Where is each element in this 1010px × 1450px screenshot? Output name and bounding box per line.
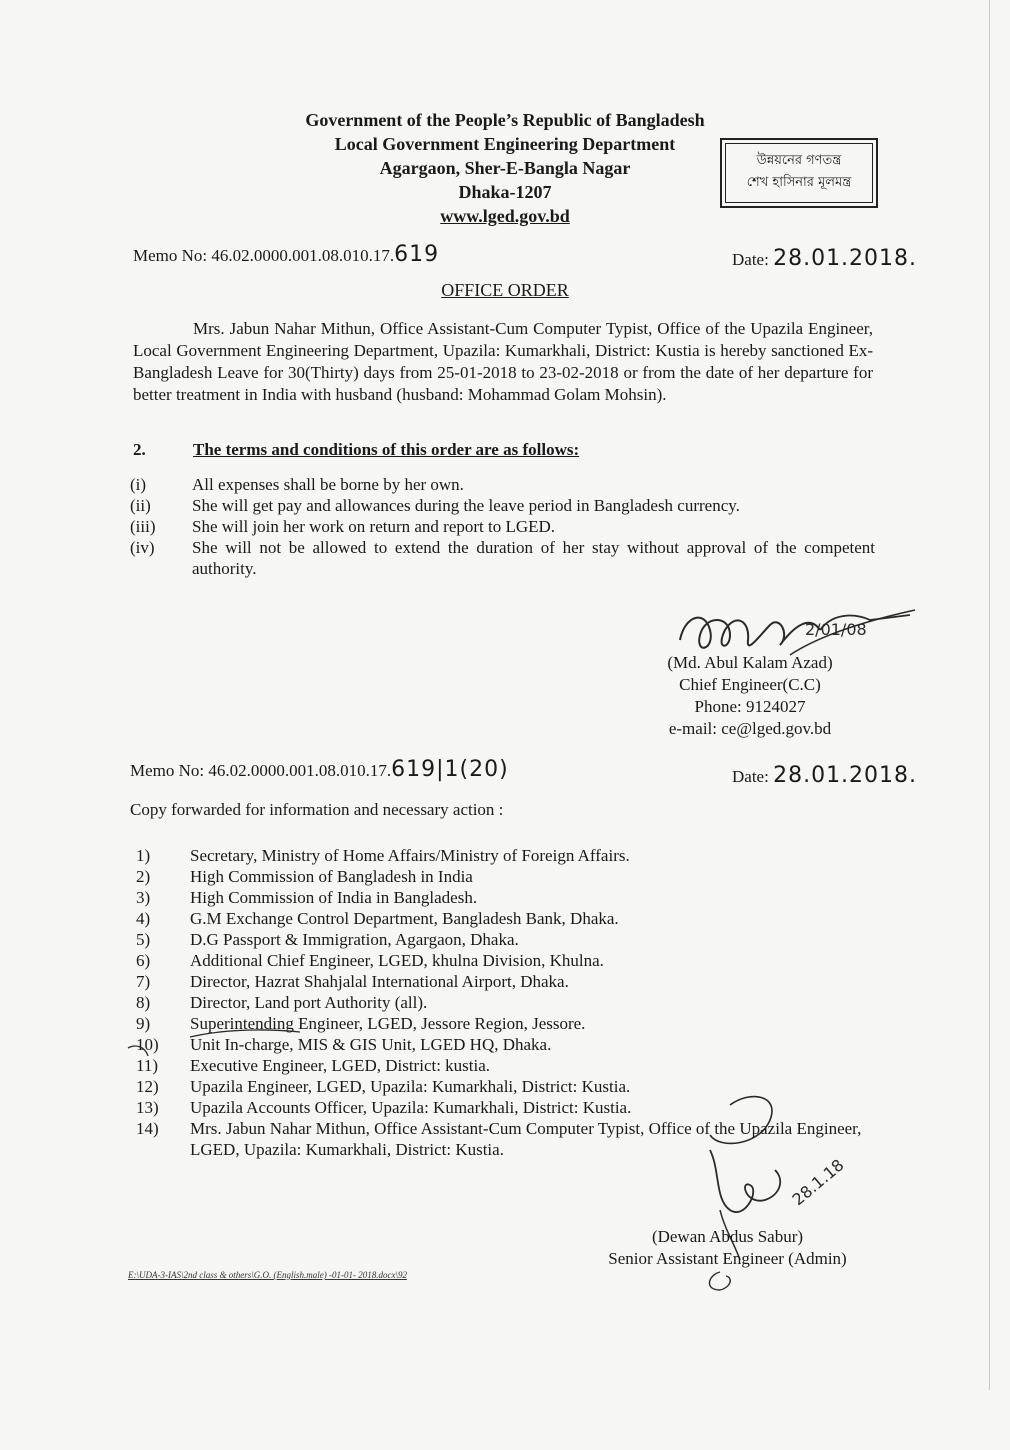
item-text: She will get pay and allowances during the leave period in Bangladesh currency. — [192, 496, 740, 515]
item-number: 1) — [136, 846, 151, 865]
letterhead-line-address: Agargaon, Sher-E-Bangla Nagar — [379, 158, 631, 178]
letterhead — [250, 108, 760, 228]
item-text: High Commission of Bangladesh in India — [190, 867, 473, 886]
item-number: 10) — [136, 1035, 159, 1054]
terms-list — [130, 474, 875, 579]
svg-text:28.1.18: 28.1.18 — [788, 1155, 848, 1210]
terms-heading — [133, 440, 579, 460]
signatory-designation: Senior Assistant Engineer (Admin) — [608, 1249, 847, 1268]
list-item — [120, 929, 880, 950]
item-text: She will join her work on return and report to LGED. — [192, 517, 556, 536]
item-text: Upazila Engineer, LGED, Upazila: Kumarkhali, District: Kustia. — [190, 1077, 631, 1096]
item-text: Director, Land port Authority (all). — [190, 993, 428, 1012]
svg-text:2/01/08: 2/01/08 — [805, 620, 867, 639]
terms-number: 2. — [133, 440, 146, 459]
signatory-name: (Md. Abul Kalam Azad) — [667, 653, 833, 672]
slogan-box — [720, 138, 878, 208]
item-text: Director, Hazrat Shahjalal International Airport, Dhaka. — [190, 972, 569, 991]
scan-edge-line — [989, 0, 990, 1390]
memo-date-2 — [732, 763, 917, 788]
slogan-line-1: উন্নয়নের গণতন্ত্র — [756, 153, 842, 168]
item-text: All expenses shall be borne by her own. — [192, 475, 464, 494]
memo-handwritten-number: 619 — [394, 242, 440, 267]
memo-number-1 — [133, 242, 439, 267]
body-paragraph: Mrs. Jabun Nahar Mithun, Office Assistant-Cum Computer Typist, Office of the Upazila Engineer, Local Government Engineering Department, Upazila: Kumarkhali, District: Kustia is hereby sanctioned Ex-Bangladesh Leave for 30(Thirty) days from 25-01-2018 to 23-02-2018 or from the date of her departure for better treatment in India with husband (husband: Mohammad Golam Mohsin). — [133, 319, 873, 404]
item-text: High Commission of India in Bangladesh. — [190, 888, 478, 907]
memo-number-2 — [130, 757, 509, 782]
item-text: Mrs. Jabun Nahar Mithun, Office Assistant-Cum Computer Typist, Office of the Upazila Engineer, LGED, Upazila: Kumarkhali, District: Kustia. — [190, 1119, 862, 1159]
document-title: OFFICE ORDER — [441, 280, 569, 300]
terms-heading-text: The terms and conditions of this order are as follows: — [193, 440, 580, 459]
item-number: 14) — [136, 1119, 159, 1138]
item-number: 13) — [136, 1098, 159, 1117]
slogan-line-2: শেখ হাসিনার মূলমন্ত্র — [746, 175, 852, 190]
item-text: Superintending Engineer, LGED, Jessore Region, Jessore. — [190, 1014, 586, 1033]
date-label: Date: — [732, 250, 769, 269]
signatory-senior-assistant-engineer — [585, 1226, 870, 1270]
item-text: Unit In-charge, MIS & GIS Unit, LGED HQ, Dhaka. — [190, 1035, 552, 1054]
copy-forwarded-text: Copy forwarded for information and necessary action : — [130, 800, 504, 819]
item-number: 3) — [136, 888, 151, 907]
memo-label: Memo No: 46.02.0000.001.08.010.17. — [133, 246, 395, 265]
signatory-designation: Chief Engineer(C.C) — [679, 675, 821, 694]
letterhead-line-department: Local Government Engineering Department — [334, 134, 676, 154]
signatory-chief-engineer — [650, 652, 850, 740]
item-number: 5) — [136, 930, 151, 949]
letterhead-line-city: Dhaka-1207 — [458, 182, 552, 202]
item-number: (i) — [130, 475, 147, 494]
list-item — [120, 908, 880, 929]
letterhead-url[interactable]: www.lged.gov.bd — [440, 206, 570, 226]
item-number: 9) — [136, 1014, 151, 1033]
item-number: 2) — [136, 867, 151, 886]
list-item — [120, 845, 880, 866]
letterhead-line-government: Government of the People’s Republic of Bangladesh — [305, 110, 705, 130]
item-text: Executive Engineer, LGED, District: kustia. — [190, 1056, 491, 1075]
list-item — [120, 950, 880, 971]
date-label: Date: — [732, 767, 769, 786]
item-text: Upazila Accounts Officer, Upazila: Kumarkhali, District: Kustia. — [190, 1098, 632, 1117]
memo-handwritten-number: 619|1(20) — [391, 757, 509, 782]
item-number: 8) — [136, 993, 151, 1012]
list-item — [120, 866, 880, 887]
item-number: 11) — [136, 1056, 159, 1075]
memo-label: Memo No: 46.02.0000.001.08.010.17. — [130, 761, 392, 780]
date-handwritten: 28.01.2018. — [773, 763, 918, 788]
list-item — [120, 992, 880, 1013]
item-number: 7) — [136, 972, 151, 991]
item-text: Secretary, Ministry of Home Affairs/Ministry of Foreign Affairs. — [190, 846, 630, 865]
list-item — [130, 537, 875, 579]
list-item — [120, 971, 880, 992]
pen-strike-marks — [120, 1020, 310, 1065]
date-handwritten: 28.01.2018. — [773, 246, 918, 271]
memo-date-1 — [732, 246, 917, 271]
item-number: (iii) — [130, 517, 156, 536]
item-number: 6) — [136, 951, 151, 970]
item-number: 4) — [136, 909, 151, 928]
list-item — [130, 474, 875, 495]
item-number: (ii) — [130, 496, 151, 515]
item-number: (iv) — [130, 538, 155, 557]
item-text: D.G Passport & Immigration, Agargaon, Dhaka. — [190, 930, 519, 949]
signatory-name: (Dewan Abdus Sabur) — [651, 1227, 804, 1246]
list-item — [120, 887, 880, 908]
item-text: Additional Chief Engineer, LGED, khulna Division, Khulna. — [190, 951, 604, 970]
footer-file-path: E:\UDA-3-IAS\2nd class & others\G.O. (English.male) -01-01- 2018.docx\92 — [128, 1270, 407, 1280]
item-text: She will not be allowed to extend the duration of her stay without approval of the competent authority. — [192, 538, 875, 578]
item-number: 12) — [136, 1077, 159, 1096]
item-text: G.M Exchange Control Department, Bangladesh Bank, Dhaka. — [190, 909, 619, 928]
signatory-email: e-mail: ce@lged.gov.bd — [668, 719, 832, 738]
signatory-phone: Phone: 9124027 — [694, 697, 806, 716]
list-item — [130, 495, 875, 516]
list-item — [130, 516, 875, 537]
